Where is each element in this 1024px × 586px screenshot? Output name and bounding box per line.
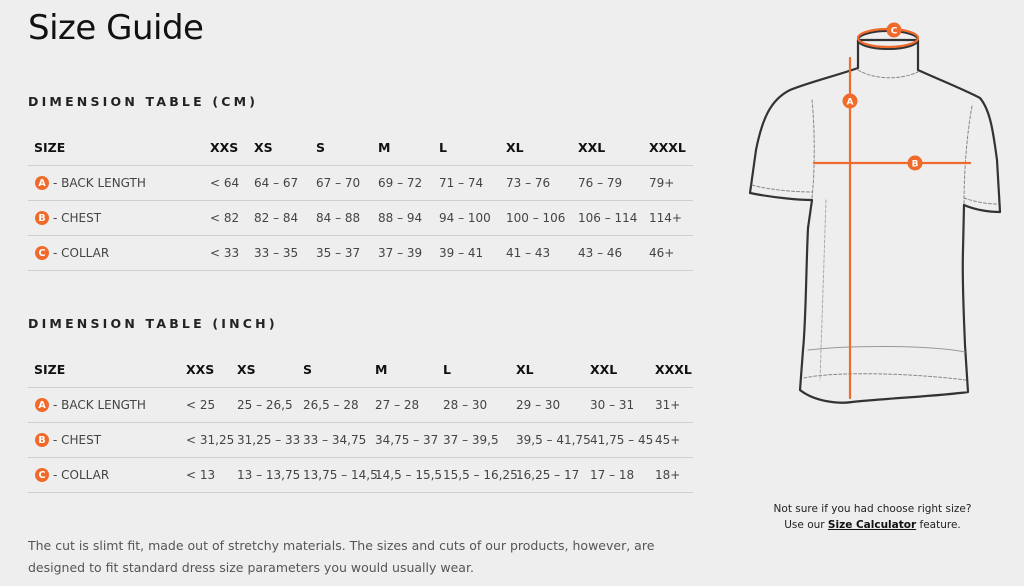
table-cell: 76 – 79 [578, 176, 623, 190]
jersey-diagram [740, 20, 1010, 410]
table-cell: 46+ [649, 246, 675, 260]
table-cell: 16,25 – 17 [516, 468, 580, 482]
header-xxxl: XXXL [655, 361, 692, 377]
header-xxl: XXL [590, 361, 618, 377]
marker-a-label: A [846, 97, 854, 108]
row-label: - CHEST [53, 211, 102, 225]
row-label-cell [28, 201, 101, 235]
fit-note: The cut is slimt fit, made out of stretchy materials. The sizes and cuts of our products, however, are designed to fit standard dress size parameters you would usually wear. [28, 538, 655, 575]
header-l: L [439, 139, 447, 155]
table-cell: 94 – 100 [439, 211, 491, 225]
marker-a-badge-icon: A [35, 398, 49, 412]
table-cell: 114+ [649, 211, 682, 225]
table-cell: 88 – 94 [378, 211, 423, 225]
header-xxxl: XXXL [649, 139, 686, 155]
header-s: S [316, 139, 326, 155]
header-xl: XL [506, 139, 524, 155]
table-cell: < 64 [210, 176, 240, 190]
header-size: SIZE [34, 361, 66, 377]
table-cell: 33 – 34,75 [303, 433, 367, 447]
row-label: - CHEST [53, 433, 102, 447]
header-m: M [378, 139, 391, 155]
size-calculator-link[interactable]: Size Calculator [827, 519, 917, 531]
header-xs: XS [237, 361, 256, 377]
table-cell: < 25 [186, 398, 216, 412]
table-cell: 34,75 – 37 [375, 433, 439, 447]
table-cell: 31,25 – 33 [237, 433, 301, 447]
table-cell: 37 – 39 [378, 246, 423, 260]
table-cell: 45+ [655, 433, 681, 447]
table-inch-heading: DIMENSION TABLE (INCH) [28, 316, 278, 331]
header-xxl: XXL [578, 139, 606, 155]
marker-a-badge-icon: A [35, 176, 49, 190]
dimension-table-cm [28, 129, 693, 271]
table-header-row [28, 129, 693, 166]
table-cell: 31+ [655, 398, 681, 412]
header-l: L [443, 361, 451, 377]
table-cell: < 82 [210, 211, 240, 225]
table-header-row [28, 351, 693, 388]
table-cell: 67 – 70 [316, 176, 361, 190]
marker-c-label: C [890, 26, 898, 37]
table-cell: 18+ [655, 468, 681, 482]
table-cell: 13,75 – 14,5 [303, 468, 378, 482]
table-row [28, 166, 693, 201]
table-cell: 35 – 37 [316, 246, 361, 260]
jersey-outline [750, 40, 1000, 403]
calculator-question: Not sure if you had choose right size? [773, 503, 972, 515]
row-label: - BACK LENGTH [53, 398, 146, 412]
table-cell: < 13 [186, 468, 216, 482]
row-label-cell [28, 166, 146, 200]
table-row [28, 236, 693, 271]
table-cell: 29 – 30 [516, 398, 561, 412]
table-row [28, 388, 693, 423]
table-cell: 82 – 84 [254, 211, 299, 225]
table-cell: 73 – 76 [506, 176, 551, 190]
header-xs: XS [254, 139, 273, 155]
header-size: SIZE [34, 139, 66, 155]
table-cell: 26,5 – 28 [303, 398, 359, 412]
table-cell: 14,5 – 15,5 [375, 468, 443, 482]
table-cell: 106 – 114 [578, 211, 638, 225]
table-cell: 15,5 – 16,25 [443, 468, 518, 482]
table-cell: 84 – 88 [316, 211, 361, 225]
marker-b-badge-icon: B [35, 211, 49, 225]
page-title: Size Guide [28, 8, 204, 48]
marker-b-label: B [911, 159, 919, 170]
table-row [28, 423, 693, 458]
table-cell: 64 – 67 [254, 176, 299, 190]
marker-b-badge-icon: B [35, 433, 49, 447]
table-cell: 17 – 18 [590, 468, 635, 482]
table-cell: 28 – 30 [443, 398, 488, 412]
table-row [28, 458, 693, 493]
row-label: - COLLAR [53, 246, 110, 260]
table-cell: 33 – 35 [254, 246, 299, 260]
table-cell: < 31,25 [186, 433, 235, 447]
size-calculator-note [760, 501, 985, 533]
table-cell: 79+ [649, 176, 675, 190]
calculator-prefix: Use our [784, 519, 828, 531]
marker-c-badge-icon: C [35, 246, 49, 260]
table-cell: < 33 [210, 246, 240, 260]
header-xxs: XXS [210, 139, 239, 155]
table-cell: 71 – 74 [439, 176, 484, 190]
table-cell: 27 – 28 [375, 398, 420, 412]
table-cell: 43 – 46 [578, 246, 623, 260]
table-cell: 41 – 43 [506, 246, 551, 260]
table-cell: 69 – 72 [378, 176, 423, 190]
row-label-cell [28, 423, 101, 457]
table-cell: 37 – 39,5 [443, 433, 499, 447]
dimension-table-inch [28, 351, 693, 493]
table-row [28, 201, 693, 236]
table-cell: 30 – 31 [590, 398, 635, 412]
table-cell: 25 – 26,5 [237, 398, 293, 412]
row-label-cell [28, 458, 109, 492]
header-m: M [375, 361, 388, 377]
header-xxs: XXS [186, 361, 215, 377]
header-s: S [303, 361, 313, 377]
row-label-cell [28, 388, 146, 422]
table-cell: 13 – 13,75 [237, 468, 301, 482]
row-label: - BACK LENGTH [53, 176, 146, 190]
header-xl: XL [516, 361, 534, 377]
table-cell: 100 – 106 [506, 211, 566, 225]
marker-c-badge-icon: C [35, 468, 49, 482]
row-label-cell [28, 236, 109, 270]
table-cell: 41,75 – 45 [590, 433, 654, 447]
calculator-line [760, 517, 985, 533]
table-cell: 39,5 – 41,75 [516, 433, 591, 447]
calculator-suffix: feature. [916, 519, 961, 531]
table-cm-heading: DIMENSION TABLE (CM) [28, 94, 259, 109]
row-label: - COLLAR [53, 468, 110, 482]
table-cell: 39 – 41 [439, 246, 484, 260]
